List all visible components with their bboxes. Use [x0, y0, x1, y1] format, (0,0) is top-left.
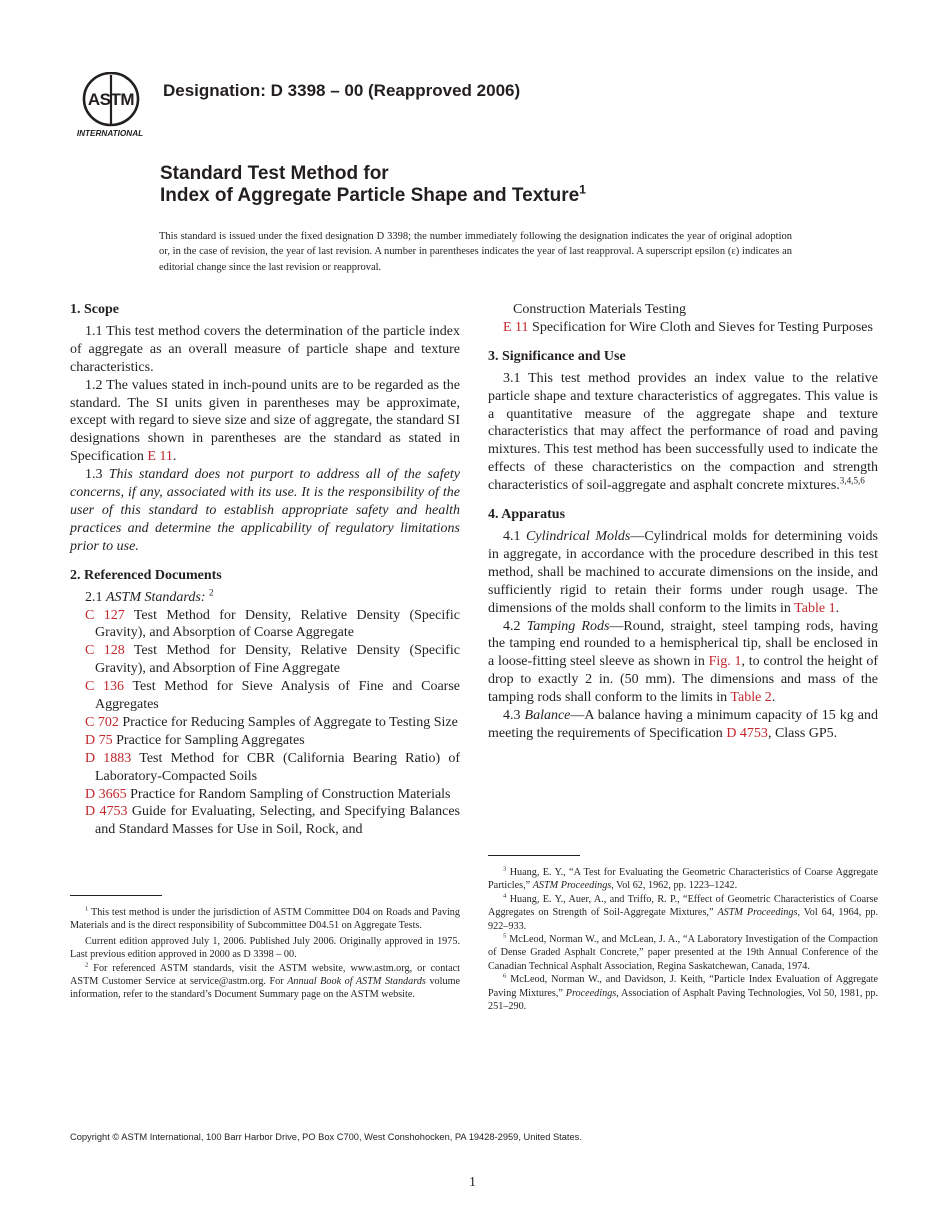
- ref-d4753-continued: Construction Materials Testing: [513, 302, 686, 317]
- scope-1-3: [70, 466, 460, 556]
- apparatus-4-3-term: Balance: [524, 708, 571, 724]
- reference-list: [70, 607, 460, 840]
- link-table-2[interactable]: Table 2: [730, 690, 772, 706]
- reference-item: [85, 786, 460, 804]
- footnote-1-num: 1: [85, 905, 89, 913]
- footnote-5-num: 5: [503, 932, 507, 940]
- link-e11[interactable]: E 11: [503, 319, 529, 335]
- apparatus-4-2-term: Tamping Rods: [526, 618, 610, 634]
- apparatus-4-1-term: Cylindrical Molds: [526, 528, 631, 544]
- refdocs-2-1-num: 2.1: [85, 589, 103, 605]
- reference-item: [85, 732, 460, 750]
- page-title: [160, 163, 800, 207]
- reference-item: [85, 607, 460, 643]
- designation: Designation: D 3398 – 00 (Reapproved 2006): [163, 81, 521, 100]
- apparatus-4-3-text: —A balance having a minimum capacity of 15 kg and meeting the requirements of Specification: [488, 708, 879, 741]
- title-footnote-ref: 1: [579, 182, 587, 197]
- apparatus-4-2-num: 4.2: [503, 618, 521, 634]
- reference-title: Practice for Reducing Samples of Aggregate to Testing Size: [122, 714, 458, 730]
- footnote-5: [488, 933, 878, 973]
- reference-title: Test Method for Density, Relative Density (Specific Gravity), and Absorption of Fine Aggregate: [95, 643, 460, 677]
- footnotes-right: [488, 866, 878, 1013]
- footnote-4-italic: ASTM Proceedings: [717, 907, 798, 919]
- footnote-4: [488, 893, 878, 933]
- significance-footnote-refs: 3,4,5,6: [839, 475, 865, 486]
- footnote-rule-left: [70, 895, 162, 896]
- apparatus-heading: 4. Apparatus: [488, 507, 566, 523]
- footnote-6-text-b: , Association of Asphalt Paving Technologies, Vol 50, 1981, pp. 251–290.: [488, 987, 878, 1013]
- reference-title: Practice for Random Sampling of Construction Materials: [130, 786, 451, 802]
- apparatus-4-3-num: 4.3: [503, 708, 521, 724]
- ref-e11: [488, 319, 878, 337]
- footnote-2-text-b: volume information, refer to the standard’s Document Summary page on the ASTM website.: [70, 976, 461, 1001]
- scope-heading: 1. Scope: [70, 302, 119, 317]
- footnote-3-num: 3: [503, 865, 507, 873]
- footnote-3-italic: ASTM Proceedings: [532, 880, 612, 892]
- title-line-2: [160, 182, 800, 207]
- link-fig-1[interactable]: Fig. 1: [708, 654, 742, 670]
- footnote-1-text: This test method is under the jurisdiction of ASTM Committee D04 on Roads and Paving Materials and is the direct responsibility of Subcommittee D04.51 on Aggregate Tests.: [70, 907, 460, 932]
- ref-e11-text: Specification for Wire Cloth and Sieves for Testing Purposes: [532, 319, 873, 335]
- reference-code-link[interactable]: C 128: [85, 643, 125, 659]
- apparatus-4-1-text: —Cylindrical molds for determining voids in aggregate, in accordance with the procedure described in this test method, shall be machined to accurate dimensions on the inside, and sufficiently rigid to retain their forms under rough usage. The dimensions of the molds shall conform to the limits in: [488, 528, 878, 616]
- apparatus-4-2-end: .: [771, 690, 776, 706]
- reference-item: [85, 714, 460, 732]
- footnote-3: [488, 866, 878, 893]
- link-table-1[interactable]: Table 1: [794, 600, 836, 616]
- footnote-4-text-a: Huang, E. Y., Auer, A., and Triffo, R. P., “Effect of Geometric Characteristics of Coarse Aggregates on Strength of Soil-Aggregate Mixtures,”: [488, 893, 878, 919]
- reference-title: Test Method for Sieve Analysis of Fine and Coarse Aggregates: [95, 679, 460, 713]
- apparatus-4-3-end: , Class GP5.: [767, 725, 838, 741]
- logo-text: ASTM: [87, 90, 135, 109]
- footnote-6: [488, 973, 878, 1013]
- footnote-1b: Current edition approved July 1, 2006. Published July 2006. Originally approved in 1975. Last previous edition approved in 2000 as D 3398 – 00.: [70, 935, 460, 961]
- footnote-6-italic: Proceedings: [565, 987, 617, 999]
- reference-code-link[interactable]: D 75: [85, 732, 113, 748]
- apparatus-4-1: [488, 528, 878, 618]
- footnote-3-text-b: , Vol 62, 1962, pp. 1223–1242.: [611, 880, 738, 892]
- reference-item: [85, 750, 460, 786]
- refdocs-2-1-label: ASTM Standards:: [106, 589, 206, 605]
- link-d4753-spec[interactable]: D 4753: [726, 725, 768, 741]
- reference-code-link[interactable]: C 702: [85, 714, 119, 730]
- scope-1-2-end: .: [172, 449, 177, 465]
- preamble: This standard is issued under the fixed designation D 3398; the number immediately following the designation indicates the year of original adoption or, in the case of revision, the year of last revision. A number in parentheses indicates the year of last reapproval. A superscript epsilon (ε) indicates an editorial change since the last revision or reapproval.: [159, 231, 792, 273]
- apparatus-4-1-end: .: [835, 600, 840, 616]
- reference-item: [85, 678, 460, 714]
- footnote-2: [70, 962, 460, 1002]
- reference-code-link[interactable]: D 1883: [85, 750, 132, 766]
- link-e11-scope[interactable]: E 11: [147, 449, 173, 465]
- copyright-notice: Copyright © ASTM International, 100 Barr Harbor Drive, PO Box C700, West Conshohocken, PA 19428-2959, United States.: [70, 1132, 582, 1142]
- apparatus-4-2-text1: —Round, straight, steel tamping rods, having the tamping end rounded to a hemispherical tip, shall be enclosed in a loose-fitting steel sleeve as shown in: [488, 618, 878, 670]
- footnote-4-num: 4: [503, 892, 507, 900]
- reference-code-link[interactable]: C 127: [85, 607, 125, 623]
- apparatus-4-3: [488, 707, 878, 743]
- title-line-1: Standard Test Method for: [160, 163, 389, 184]
- footnote-2-italic: Annual Book of ASTM Standards: [287, 976, 426, 988]
- reference-code-link[interactable]: D 3665: [85, 786, 127, 802]
- scope-1-3-text: This standard does not purport to address all of the safety concerns, if any, associated with its use. It is the responsibility of the user of this standard to establish appropriate safety and health practices and determine the applicability of regulatory limitations prior to use.: [70, 467, 460, 554]
- refdocs-heading: 2. Referenced Documents: [70, 567, 222, 583]
- apparatus-4-2: [488, 618, 878, 708]
- title-line-2-text: Index of Aggregate Particle Shape and Texture: [160, 185, 580, 206]
- right-column: [488, 301, 878, 743]
- significance-heading: 3. Significance and Use: [488, 348, 626, 364]
- scope-1-3-num: 1.3: [85, 467, 103, 483]
- reference-item: [85, 803, 460, 839]
- scope-1-2: [70, 377, 460, 467]
- reference-title: Guide for Evaluating, Selecting, and Specifying Balances and Standard Masses for Use in Soil, Rock, and: [95, 804, 460, 838]
- refdocs-2-1: [70, 586, 460, 607]
- footnote-6-num: 6: [503, 972, 507, 980]
- reference-code-link[interactable]: D 4753: [85, 804, 128, 820]
- footnote-2-text-a: For referenced ASTM standards, visit the ASTM website, www.astm.org, or contact ASTM Customer Service at service@astm.org. For: [70, 962, 460, 988]
- left-column: [70, 301, 460, 839]
- significance-3-1: [488, 370, 878, 495]
- refdocs-footnote-ref: 2: [208, 586, 214, 597]
- reference-title: Test Method for Density, Relative Density (Specific Gravity), and Absorption of Coarse Aggregate: [95, 607, 460, 641]
- logo-subtext: INTERNATIONAL: [76, 129, 144, 138]
- footnote-4-text-b: , Vol 64, 1964, pp. 922–933.: [488, 907, 878, 932]
- footnote-rule-right: [488, 855, 580, 856]
- footnote-5-text: McLeod, Norman W., and McLean, J. A., “A Laboratory Investigation of the Compaction of Dense Graded Asphalt Concrete,” paper presented at the 19th Annual Conference of the Canadian Technical Asphalt Association, Regina Saskatchewan, Canada, 1974.: [488, 934, 878, 972]
- page-number: 1: [469, 1175, 476, 1190]
- reference-title: Practice for Sampling Aggregates: [116, 732, 305, 748]
- reference-item: [85, 642, 460, 678]
- scope-1-1: 1.1 This test method covers the determination of the particle index of aggregate as an overall measure of particle shape and texture characteristics.: [70, 323, 460, 375]
- footnote-6-text-a: McLeod, Norman W., and Davidson, J. Keith, “Particle Index Evaluation of Aggregate Paving Mixtures,”: [488, 974, 879, 999]
- apparatus-4-1-num: 4.1: [503, 528, 521, 544]
- footnote-1: [70, 906, 460, 933]
- scope-1-2-text: 1.2 The values stated in inch-pound units are to be regarded as the standard. The SI units given in parentheses may be approximate, except with regard to sieve size and size of aggregate, the standard SI designations shown in parentheses are the standard as stated in Specification: [70, 377, 460, 465]
- footnote-3-text-a: Huang, E. Y., “A Test for Evaluating the Geometric Characteristics of Coarse Aggregate Particles,”: [488, 867, 878, 892]
- reference-title: Test Method for CBR (California Bearing Ratio) of Laboratory-Compacted Soils: [95, 750, 460, 784]
- apparatus-4-2-text2: , to control the height of drop to exactly 2 in. (50 mm). The dimensions and mass of the tamping rods shall conform to the limits in: [488, 654, 878, 706]
- footnote-2-num: 2: [85, 961, 89, 969]
- footnotes-left: [70, 906, 460, 1002]
- astm-logo: [70, 72, 152, 140]
- significance-3-1-text: 3.1 This test method provides an index value to the relative particle shape and texture characteristics of aggregates. This value is a quantitative measure of the aggregate shape and texture characteristics that may affect the performance of road and paving mixtures. This test method has been successfully used to indicate the effects of these characteristics on the compaction and strength characteristics of soil-aggregate and asphalt concrete mixtures.: [488, 370, 878, 494]
- astm-logo-graphic: [70, 72, 152, 140]
- reference-code-link[interactable]: C 136: [85, 679, 125, 695]
